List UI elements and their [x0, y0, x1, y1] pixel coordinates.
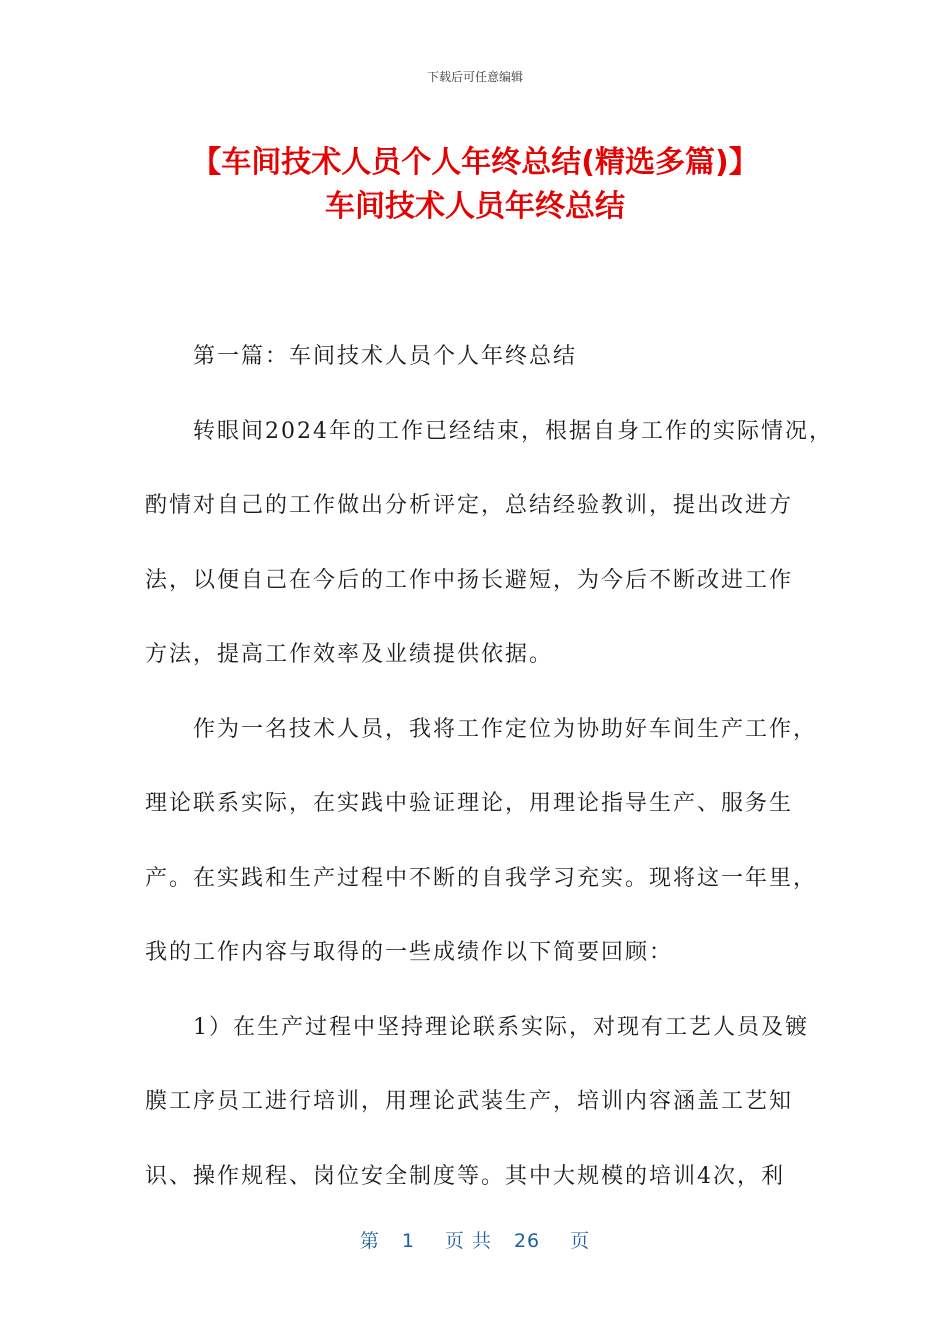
paragraph-line: 产。在实践和生产过程中不断的自我学习充实。现将这一年里， [145, 865, 818, 891]
page-number: 1 [401, 1230, 415, 1252]
paragraph-line: 转眼间2024年的工作已经结束，根据自身工作的实际情况， [193, 418, 833, 444]
paragraph-line: 理论联系实际，在实践中验证理论，用理论指导生产、服务生 [145, 791, 794, 816]
paragraph-line: 酌情对自己的工作做出分析评定，总结经验教训，提出改进方 [145, 493, 794, 518]
paragraph-3 [145, 991, 815, 1215]
paragraph-line: 方法，提高工作效率及业绩提供依据。 [145, 642, 554, 667]
paragraph-line: 作为一名技术人员，我将工作定位为协助好车间生产工作， [193, 716, 818, 742]
page-suffix: 页 [570, 1230, 591, 1252]
paragraph-2 [145, 693, 818, 991]
heading-line: 第一篇：车间技术人员个人年终总结 [193, 344, 578, 369]
title-line-1: 【车间技术人员个人年终总结(精选多篇)】 [191, 145, 759, 180]
document-title [0, 141, 950, 229]
title-line-2: 车间技术人员年终总结 [325, 189, 625, 224]
section-heading [145, 320, 815, 395]
paragraph-line: 1）在生产过程中坚持理论联系实际，对现有工艺人员及镀 [193, 1014, 809, 1040]
document-body [145, 320, 833, 1214]
header-note: 下载后可任意编辑 [426, 70, 523, 84]
page-prefix: 第 [359, 1230, 380, 1252]
paragraph-line: 识、操作规程、岗位安全制度等。其中大规模的培训4次，利 [145, 1163, 785, 1189]
total-pages: 26 [513, 1230, 541, 1252]
paragraph-1 [145, 395, 833, 693]
page-middle: 页 共 [444, 1230, 492, 1252]
paragraph-line: 法，以便自己在今后的工作中扬长避短，为今后不断改进工作 [145, 567, 794, 593]
page-footer [0, 1226, 950, 1253]
paragraph-line: 膜工序员工进行培训，用理论武装生产，培训内容涵盖工艺知 [145, 1089, 794, 1114]
paragraph-line: 我的工作内容与取得的一些成绩作以下简要回顾： [145, 940, 674, 965]
